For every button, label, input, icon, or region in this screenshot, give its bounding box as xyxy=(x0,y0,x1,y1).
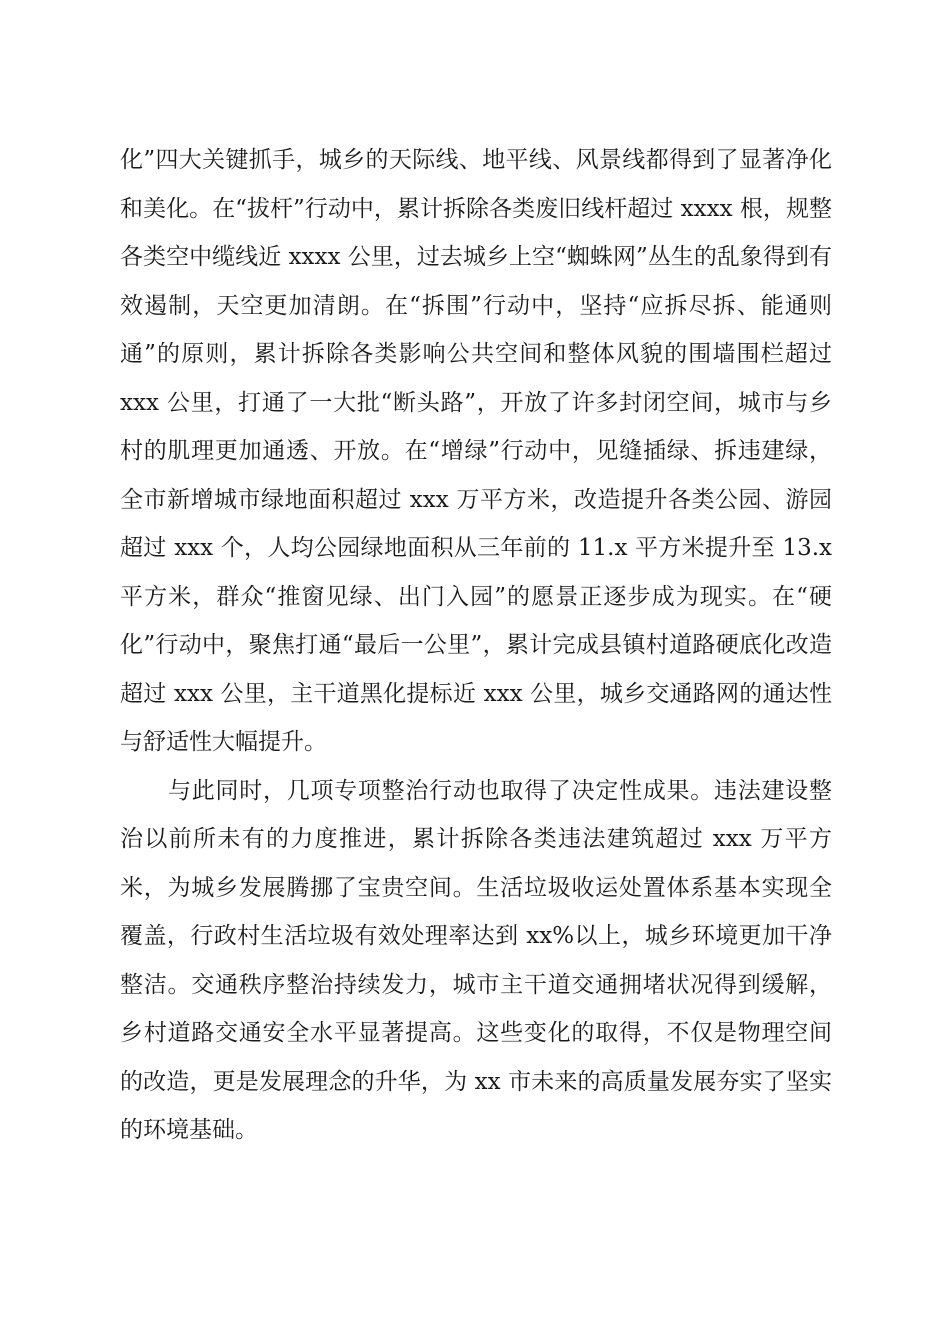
body-text xyxy=(120,136,832,1155)
paragraph-continued: 化”四大关键抓手，城乡的天际线、地平线、风景线都得到了显著净化和美化。在“拔杆”行动中，累计拆除各类废旧线杆超过 xxxx 根，规整各类空中缆线近 xxxx 公里，过去城乡上空“蜘蛛网”丛生的乱象得到有效遏制，天空更加清朗。在“拆围”行动中，坚持“应拆尽拆、能通则通”的原则，累计拆除各类影响公共空间和整体风貌的围墙围栏超过 xxx 公里，打通了一大批“断头路”，开放了许多封闭空间，城市与乡村的肌理更加通透、开放。在“增绿”行动中，见缝插绿、拆违建绿，全市新增城市绿地面积超过 xxx 万平方米，改造提升各类公园、游园超过 xxx 个，人均公园绿地面积从三年前的 11.x 平方米提升至 13.x 平方米，群众“推窗见绿、出门入园”的愿景正逐步成为现实。在“硬化”行动中，聚焦打通“最后一公里”，累计完成县镇村道路硬底化改造超过 xxx 公里，主干道黑化提标近 xxx 公里，城乡交通路网的通达性与舒适性大幅提升。 xyxy=(120,147,832,755)
paragraph-special-actions: 与此同时，几项专项整治行动也取得了决定性成果。违法建设整治以前所未有的力度推进，累计拆除各类违法建筑超过 xxx 万平方米，为城乡发展腾挪了宝贵空间。生活垃圾收运处置体系基本实现全覆盖，行政村生活垃圾有效处理率达到 xx%以上，城乡环境更加干净整洁。交通秩序整治持续发力，城市主干道交通拥堵状况得到缓解，乡村道路交通安全水平显著提高。这些变化的取得，不仅是物理空间的改造，更是发展理念的升华，为 xx 市未来的高质量发展夯实了坚实的环境基础。 xyxy=(120,777,832,1143)
